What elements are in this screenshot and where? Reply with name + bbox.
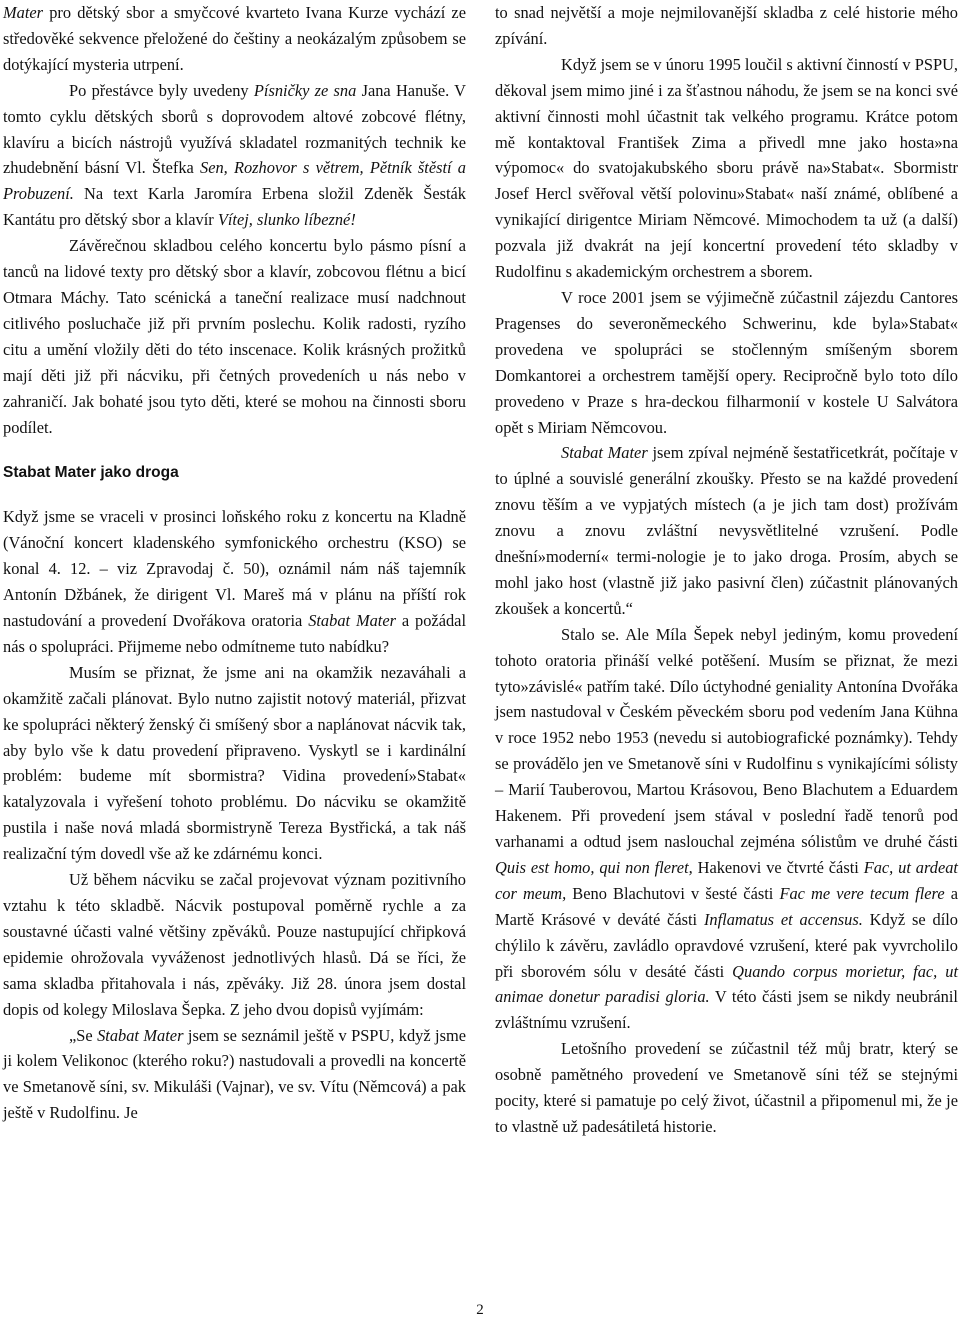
text-run: Když jsme se vraceli v prosinci loňského roku z koncertu na Kladně (Vánoční koncert kladenského symfonického orchestru (KSO) se konal 4. 12. – viz Zpravodaj č. 50), oznámil nám náš tajemník Antonín Džbánek, že dirigent Vl. Mareš má v plánu na příští rok nastudování a provedení Dvořákova oratoria: [3, 507, 466, 631]
text-run: Když se dílo chýlilo k závěru, zavládlo opravdové vzrušení, které pak vyvrcholilo při sborovém sólu v desáté části: [495, 909, 958, 981]
italic-title: Stabat Mater: [561, 443, 648, 463]
italic-title: Písničky ze sna: [253, 80, 357, 100]
text-run: pro dětský sbor a smyčcové kvarteto Ivana Kurze vychází ze středověké sekvence přeložené do češtiny a neokázalým způsobem se dotýkající mysteria utrpení.: [3, 3, 466, 74]
paragraph: [495, 622, 958, 1037]
italic-title: Stabat Mater: [97, 1025, 184, 1045]
text-run: a Martě Krásové v deváté části: [495, 883, 958, 929]
italic-title: Quis est homo, qui non fleret,: [495, 857, 693, 877]
text-run: „Se: [69, 1025, 98, 1045]
paragraph: Letošního provedení se zúčastnil též můj bratr, který se osobně pamětného provedení ve Smetanově síni též se stejnými pocity, které si pamatuje po celý život, účastnil a připomenul mi, že je to vlastně už padesátiletá historie.: [495, 1039, 958, 1136]
paragraph: Když jsem se v únoru 1995 loučil s aktivní činností v PSPU, děkoval jsem mimo jiné i za šťastnou náhodu, že jsem se na konci své aktivní činnosti mohl účastnit tak velkého programu. Krátce potom mě kontaktoval František Zima a přivedl mne jako hosta»na výpomoc« do svatojakubského sboru právě na»Stabat«. Sbormistr Josef Hercl svěřoval větší polovinu»Stabat« naší známé, oblíbené a vynikající dirigentce Miriam Němcové. Mimochodem ta už (a další) pozvala již dvakrát na její koncertní provedení této skladby v Rudolfinu s akademickým orchestrem a sborem.: [495, 54, 959, 282]
paragraph: [495, 440, 958, 621]
italic-title: Inflamatus et accensus.: [703, 909, 863, 929]
paragraph: [3, 0, 466, 78]
text-run: Beno Blachutovi v šesté části: [566, 883, 780, 903]
italic-title: Mater: [3, 3, 44, 22]
italic-title: Fac, ut ardeat cor meum,: [495, 857, 958, 903]
page-number: 2: [476, 1302, 484, 1318]
italic-title: Vítej, slunko líbezné!: [217, 210, 356, 230]
paragraph: [3, 504, 466, 659]
paragraph: to snad největší a moje nejmilovanější skladba z celé historie mého zpívání.: [495, 3, 958, 48]
text-run: a požádal nás o spolupráci. Přijmeme nebo odmítneme tuto nabídku?: [3, 611, 467, 656]
text-run: Jana Hanuše. V tomto cyklu dětských sborů s doprovodem altové zobcové flétny, klavíru a bicích nástrojů využívá skladatel rozmanitých technik ke zhudebnění básní Vl. Štefka: [3, 80, 467, 178]
quote-paragraph: [3, 1023, 466, 1127]
paragraph: Závěrečnou skladbou celého koncertu bylo pásmo písní a tanců na lidové texty pro dětský sbor a klavír, zobcovou flétnu a bicí Otmara Máchy. Tato scénická a taneční realizace musí nadchnout citlivého posluchače již při prvním poslechu. Kolik radosti, ryzího citu a umění vložily děti do této inscenace. Kolik krásných prožitků mají děti již při nácviku, při četných provedeních u nás nebo v zahraničí. Jak bohaté jsou tyto děti, které se mohou na činnosti sboru podílet.: [3, 236, 466, 437]
text-run: Po přestávce byly uvedeny: [69, 80, 254, 100]
italic-title: Fac me vere tecum flere: [779, 883, 945, 903]
paragraph: [3, 78, 466, 233]
italic-title: Sen, Rozhovor s větrem, Pětník štěstí a Probuzení.: [3, 158, 467, 204]
text-run: V této části jsem se nikdy neubránil zvláštnímu vzrušení.: [495, 987, 958, 1033]
left-column: [3, 0, 466, 1126]
paragraph: V roce 2001 jsem se výjimečně zúčastnil zájezdu Cantores Pragenses do severoněmeckého Schwerinu, kde byla»Stabat« provedena ve spolupráci se stočlenným smíšeným sborem Domkantorei a orchestrem tamější opery. Recipročně bylo toto dílo provedeno v Praze s hra-deckou filharmonií v kostele U Salvátora opět s Miriam Němcovou.: [495, 287, 958, 437]
italic-title: Stabat Mater: [308, 611, 397, 631]
section-heading: Stabat Mater jako droga: [3, 464, 179, 482]
text-run: jsem zpíval nejméně šestatřicetkrát, počítaje v to úplné a souvislé generální zkoušky. Přesto se na každé provedení znovu těším a ve vypjatých místech (a je jich tam dost) prožívám znovu a znovu zvláštní nevysvětlitelné vzrušení. Podle dnešní»moderní« termi-nologie je to jako droga. Prosím, abych se mohl jako host (vlastně již jako pasivní člen) zúčastnit plánovaných zkoušek a koncertů.“: [495, 443, 959, 618]
italic-title: Quando corpus morietur, fac, ut animae donetur paradisi gloria.: [495, 961, 958, 1007]
paragraph: Musím se přiznat, že jsme ani na okamžik nezaváhali a okamžitě začali plánovat. Bylo nutno zajistit notový materiál, přizvat ke spolupráci některý ženský či smíšený sbor a naplánovat nácvik tak, aby bylo vše k datu provedení připraveno. Vyskytl se i kardinální problém: budeme mít sbormistra? Vidina provedení»Stabat« katalyzovala i vyřešení tohoto problému. Do nácviku se okamžitě pustila i naše nová mladá sbormistryně Tereza Bystřická, a tak náš realizační tým dovedl vše až ke zdárnému konci.: [3, 662, 466, 864]
text-run: Hakenovi ve čtvrté části: [692, 857, 864, 877]
right-column: [495, 0, 958, 1140]
text-run: jsem se seznámil ještě v PSPU, když jsme ji kolem Velikonoc (kterého roku?) nastudovali a provedli na koncertě ve Smetanově síni, sv. Mikuláši (Vajnar), ve sv. Vítu (Němcová) a pak ještě v Rudolfinu. Je: [3, 1025, 467, 1123]
text-run: Na text Karla Jaromíra Erbena složil Zdeněk Šesták Kantátu pro dětský sbor a klavír: [3, 184, 466, 230]
paragraph: Už během nácviku se začal projevovat význam pozitivního vztahu k této skladbě. Nácvik postupoval poměrně rychle a za soustavné účasti valné většiny zpěváků. Pouze nastupující chřipková epidemie ohrožovala vyváženost jednotlivých hlasů. Dá se říci, že sama skladba přitahovala i nás, zpěváky. Již 28. února jsem dostal dopis od kolegy Miloslava Šepka. Z jeho dvou dopisů vyjímám:: [3, 870, 466, 1019]
text-run: Stalo se. Ale Míla Šepek nebyl jediným, komu provedení tohoto oratoria přináší velké potěšení. Musím se přiznat, že mezi tyto»závislé« patřím také. Dílo úctyhodné geniality Antonína Dvořáka jsem nastudoval v Českém pěveckém sboru pod vedením Jana Kühna v roce 1952 nebo 1953 (nevedu si autobiografické poznámky). Tehdy se provádělo jen ve Smetanově síni v Rudolfinu s vynikajícími sólisty – Marií Tauberovou, Martou Krásovou, Beno Blachutem a Eduardem Hakenem. Při provedení jsem stával v poslední řadě tenorů pod varhanami a odtud jsem naslouchal zejména sólistům ve druhé části: [495, 624, 958, 851]
